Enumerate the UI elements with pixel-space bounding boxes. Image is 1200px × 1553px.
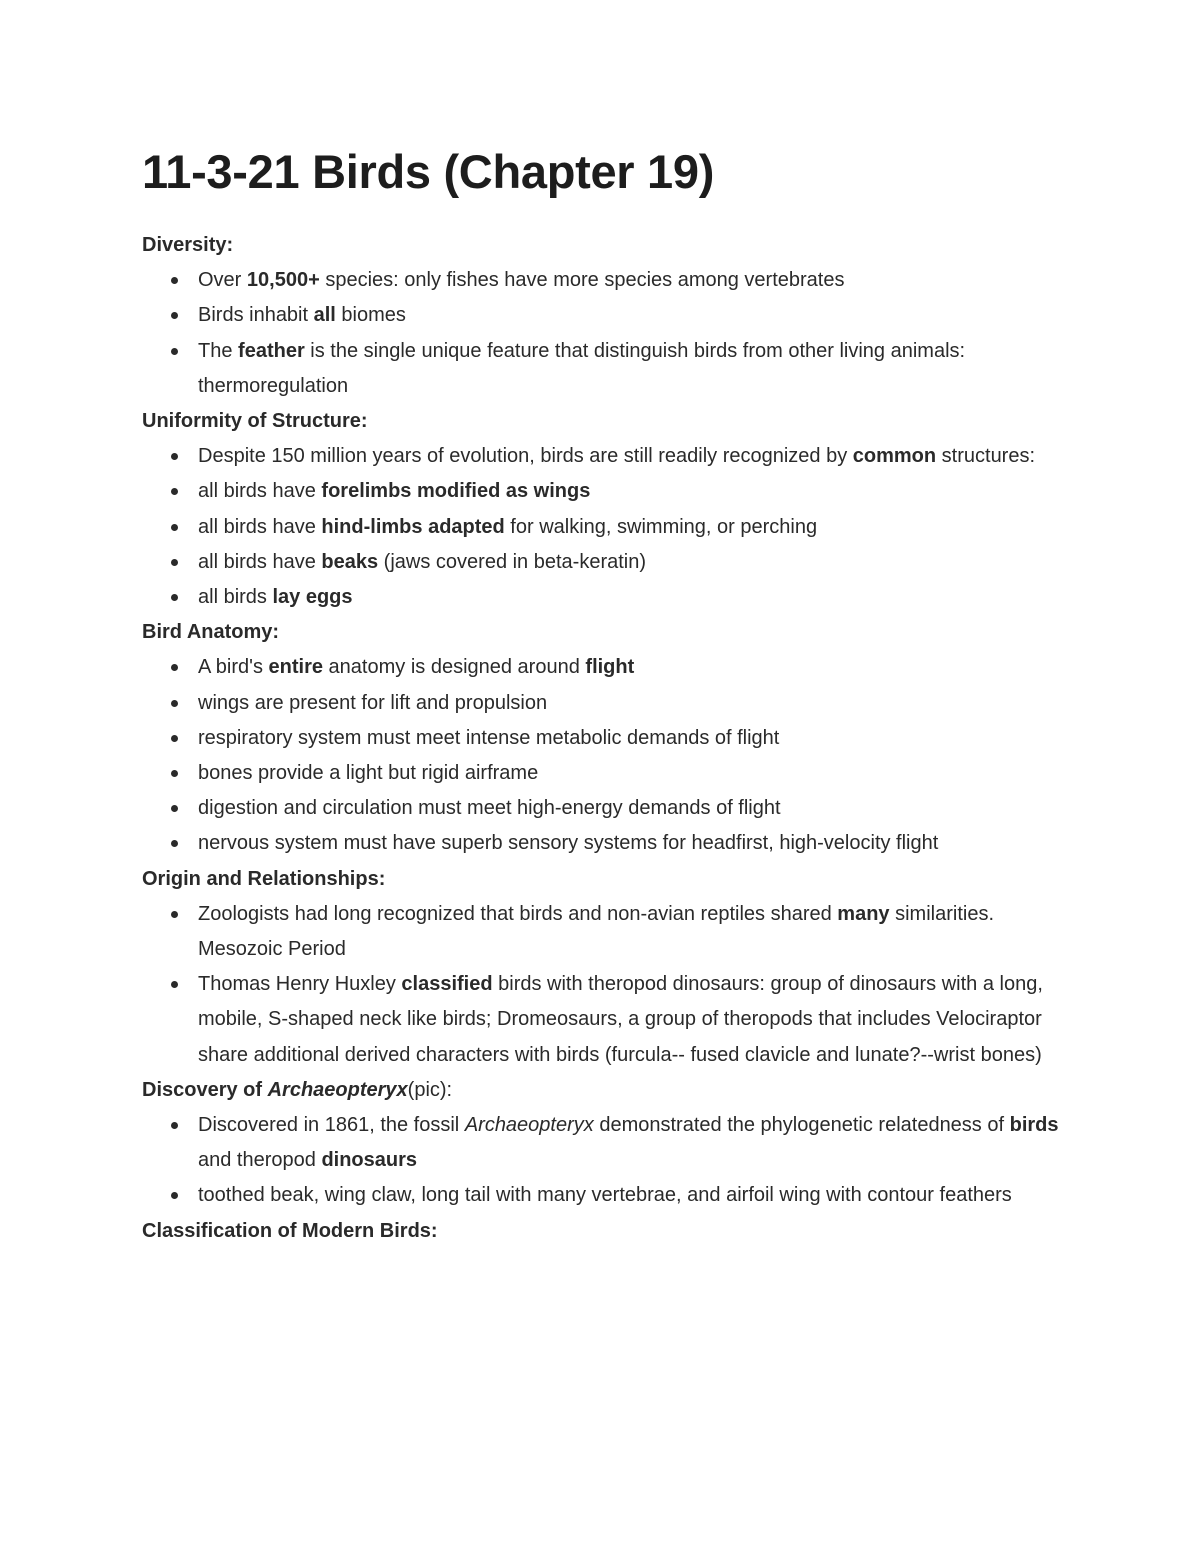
bullet-list	[142, 1108, 1062, 1214]
list-item: The feather is the single unique feature that distinguish birds from other living animals: thermoregulation	[198, 334, 1062, 404]
bullet-list	[142, 650, 1062, 861]
section-uniformity	[142, 404, 1062, 615]
list-item: all birds have hind-limbs adapted for walking, swimming, or perching	[198, 510, 1062, 545]
bullet-icon	[171, 981, 178, 988]
list-item: all birds lay eggs	[198, 580, 1062, 615]
document-page	[142, 140, 1062, 1249]
bullet-icon	[171, 664, 178, 671]
bullet-icon	[171, 700, 178, 707]
list-item: respiratory system must meet intense metabolic demands of flight	[198, 721, 1062, 756]
section-diversity	[142, 228, 1062, 404]
section-heading: Bird Anatomy:	[142, 621, 280, 644]
list-item: nervous system must have superb sensory systems for headfirst, high-velocity flight	[198, 826, 1062, 861]
section-anatomy	[142, 615, 1062, 861]
list-item: Birds inhabit all biomes	[198, 298, 1062, 333]
list-item: digestion and circulation must meet high-energy demands of flight	[198, 791, 1062, 826]
list-item: all birds have forelimbs modified as wings	[198, 474, 1062, 509]
bullet-icon	[171, 453, 178, 460]
bullet-icon	[171, 1122, 178, 1129]
section-heading: Origin and Relationships:	[142, 867, 386, 890]
bullet-icon	[171, 840, 178, 847]
bullet-icon	[171, 559, 178, 566]
bullet-icon	[171, 488, 178, 495]
bullet-icon	[171, 594, 178, 601]
section-discovery	[142, 1073, 1062, 1214]
list-item: Discovered in 1861, the fossil Archaeopteryx demonstrated the phylogenetic relatedness of birds and theropod dinosaurs	[198, 1108, 1062, 1178]
list-item: all birds have beaks (jaws covered in beta-keratin)	[198, 545, 1062, 580]
bullet-icon	[171, 1192, 178, 1199]
section-origin	[142, 862, 1062, 1073]
list-item: Over 10,500+ species: only fishes have more species among vertebrates	[198, 263, 1062, 298]
bullet-icon	[171, 312, 178, 319]
bullet-icon	[171, 770, 178, 777]
section-classification	[142, 1214, 1062, 1249]
bullet-list	[142, 897, 1062, 1073]
bullet-icon	[171, 911, 178, 918]
list-item: wings are present for lift and propulsion	[198, 686, 1062, 721]
bullet-list	[142, 439, 1062, 615]
section-heading: Classification of Modern Birds:	[142, 1219, 438, 1242]
section-heading: Discovery of Archaeopteryx(pic):	[142, 1078, 453, 1101]
bullet-icon	[171, 524, 178, 531]
list-item: Zoologists had long recognized that birds and non-avian reptiles shared many similarities. Mesozoic Period	[198, 897, 1062, 967]
bullet-icon	[171, 805, 178, 812]
list-item: toothed beak, wing claw, long tail with many vertebrae, and airfoil wing with contour feathers	[198, 1178, 1062, 1213]
section-heading: Diversity:	[142, 234, 234, 256]
list-item: bones provide a light but rigid airframe	[198, 756, 1062, 791]
bullet-icon	[171, 277, 178, 284]
bullet-list	[142, 263, 1062, 404]
page-title: 11-3-21 Birds (Chapter 19)	[142, 145, 715, 198]
list-item: Despite 150 million years of evolution, birds are still readily recognized by common structures:	[198, 439, 1062, 474]
list-item: Thomas Henry Huxley classified birds with theropod dinosaurs: group of dinosaurs with a long, mobile, S-shaped neck like birds; Dromeosaurs, a group of theropods that includes Velociraptor share additional derived characters with birds (furcula-- fused clavicle and lunate?--wrist bones)	[198, 967, 1062, 1073]
bullet-icon	[171, 348, 178, 355]
bullet-icon	[171, 735, 178, 742]
section-heading: Uniformity of Structure:	[142, 410, 368, 433]
list-item: A bird's entire anatomy is designed around flight	[198, 650, 1062, 685]
